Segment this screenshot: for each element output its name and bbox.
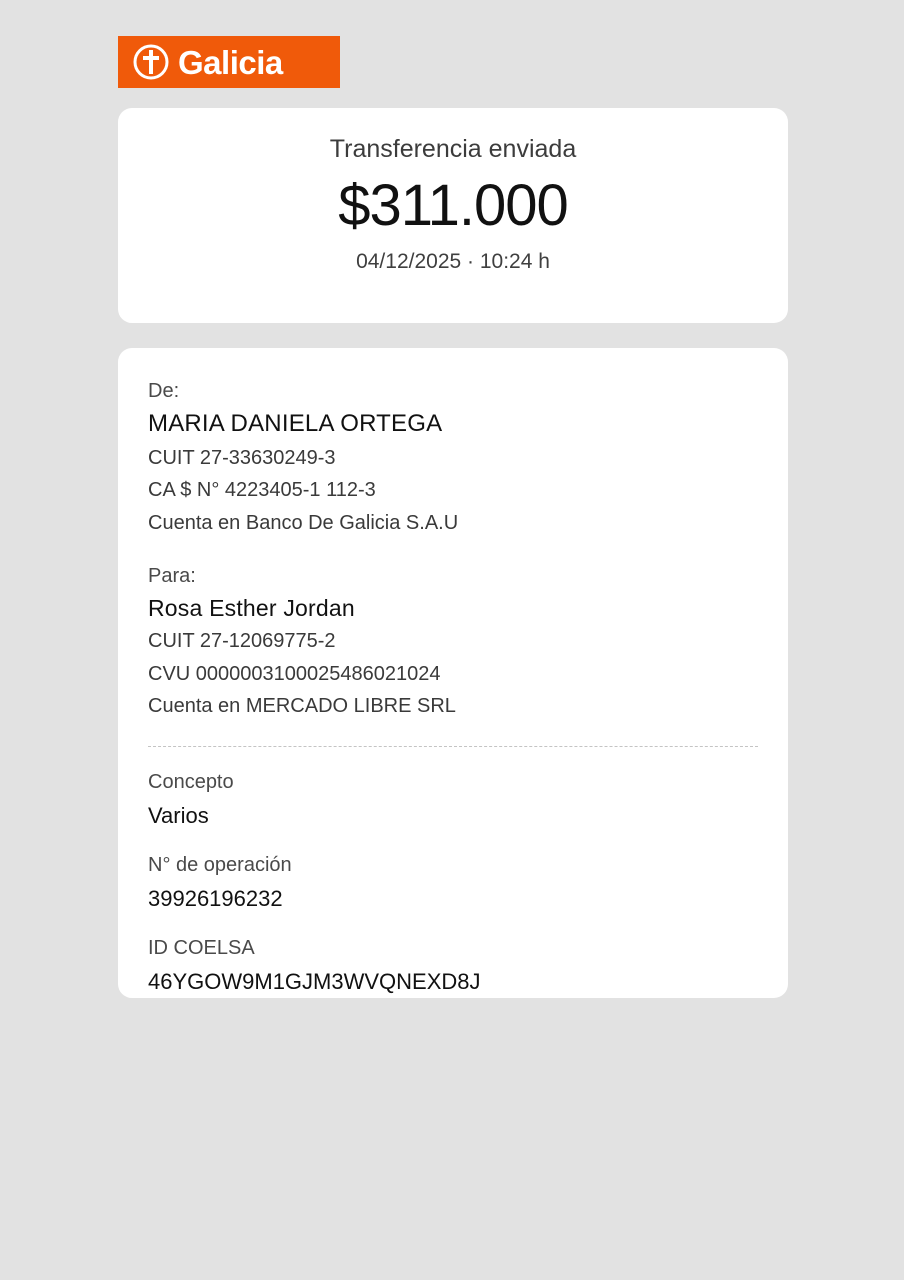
recipient-cvu: CVU 0000003100025486021024 (148, 662, 441, 685)
summary-card (118, 108, 788, 323)
summary-datetime: 04/12/2025 · 10:24 h (356, 249, 550, 273)
galicia-logo (118, 36, 340, 88)
concept-value: Varios (148, 803, 209, 829)
recipient-bank: Cuenta en MERCADO LIBRE SRL (148, 695, 456, 718)
summary-amount: $311.000 (338, 173, 568, 238)
recipient-cuit: CUIT 27-12069775-2 (148, 630, 336, 653)
coelsa-label: ID COELSA (148, 937, 255, 960)
galicia-logo-icon (132, 43, 170, 81)
galicia-logo-text: Galicia (178, 43, 283, 81)
coelsa-value: 46YGOW9M1GJM3WVQNEXD8J (148, 969, 481, 995)
operation-label: N° de operación (148, 854, 292, 877)
coelsa-field (148, 933, 758, 998)
details-card (118, 348, 788, 998)
summary-title: Transferencia enviada (329, 135, 577, 163)
operation-field (148, 850, 758, 915)
concept-label: Concepto (148, 771, 234, 794)
block-spacer (148, 539, 758, 561)
operation-value: 39926196232 (148, 886, 283, 912)
section-divider (148, 746, 758, 747)
sender-name: MARIA DANIELA ORTEGA (148, 410, 443, 437)
recipient-label: Para: (148, 564, 196, 587)
sender-bank: Cuenta en Banco De Galicia S.A.U (148, 511, 459, 534)
concept-field (148, 767, 758, 832)
sender-label: De: (148, 380, 180, 402)
sender-account: CA $ N° 4223405-1 112-3 (148, 479, 376, 502)
sender-cuit: CUIT 27-33630249-3 (148, 446, 336, 469)
recipient-name: Rosa Esther Jordan (148, 594, 355, 621)
sender-block (148, 376, 758, 539)
recipient-block (148, 561, 758, 723)
